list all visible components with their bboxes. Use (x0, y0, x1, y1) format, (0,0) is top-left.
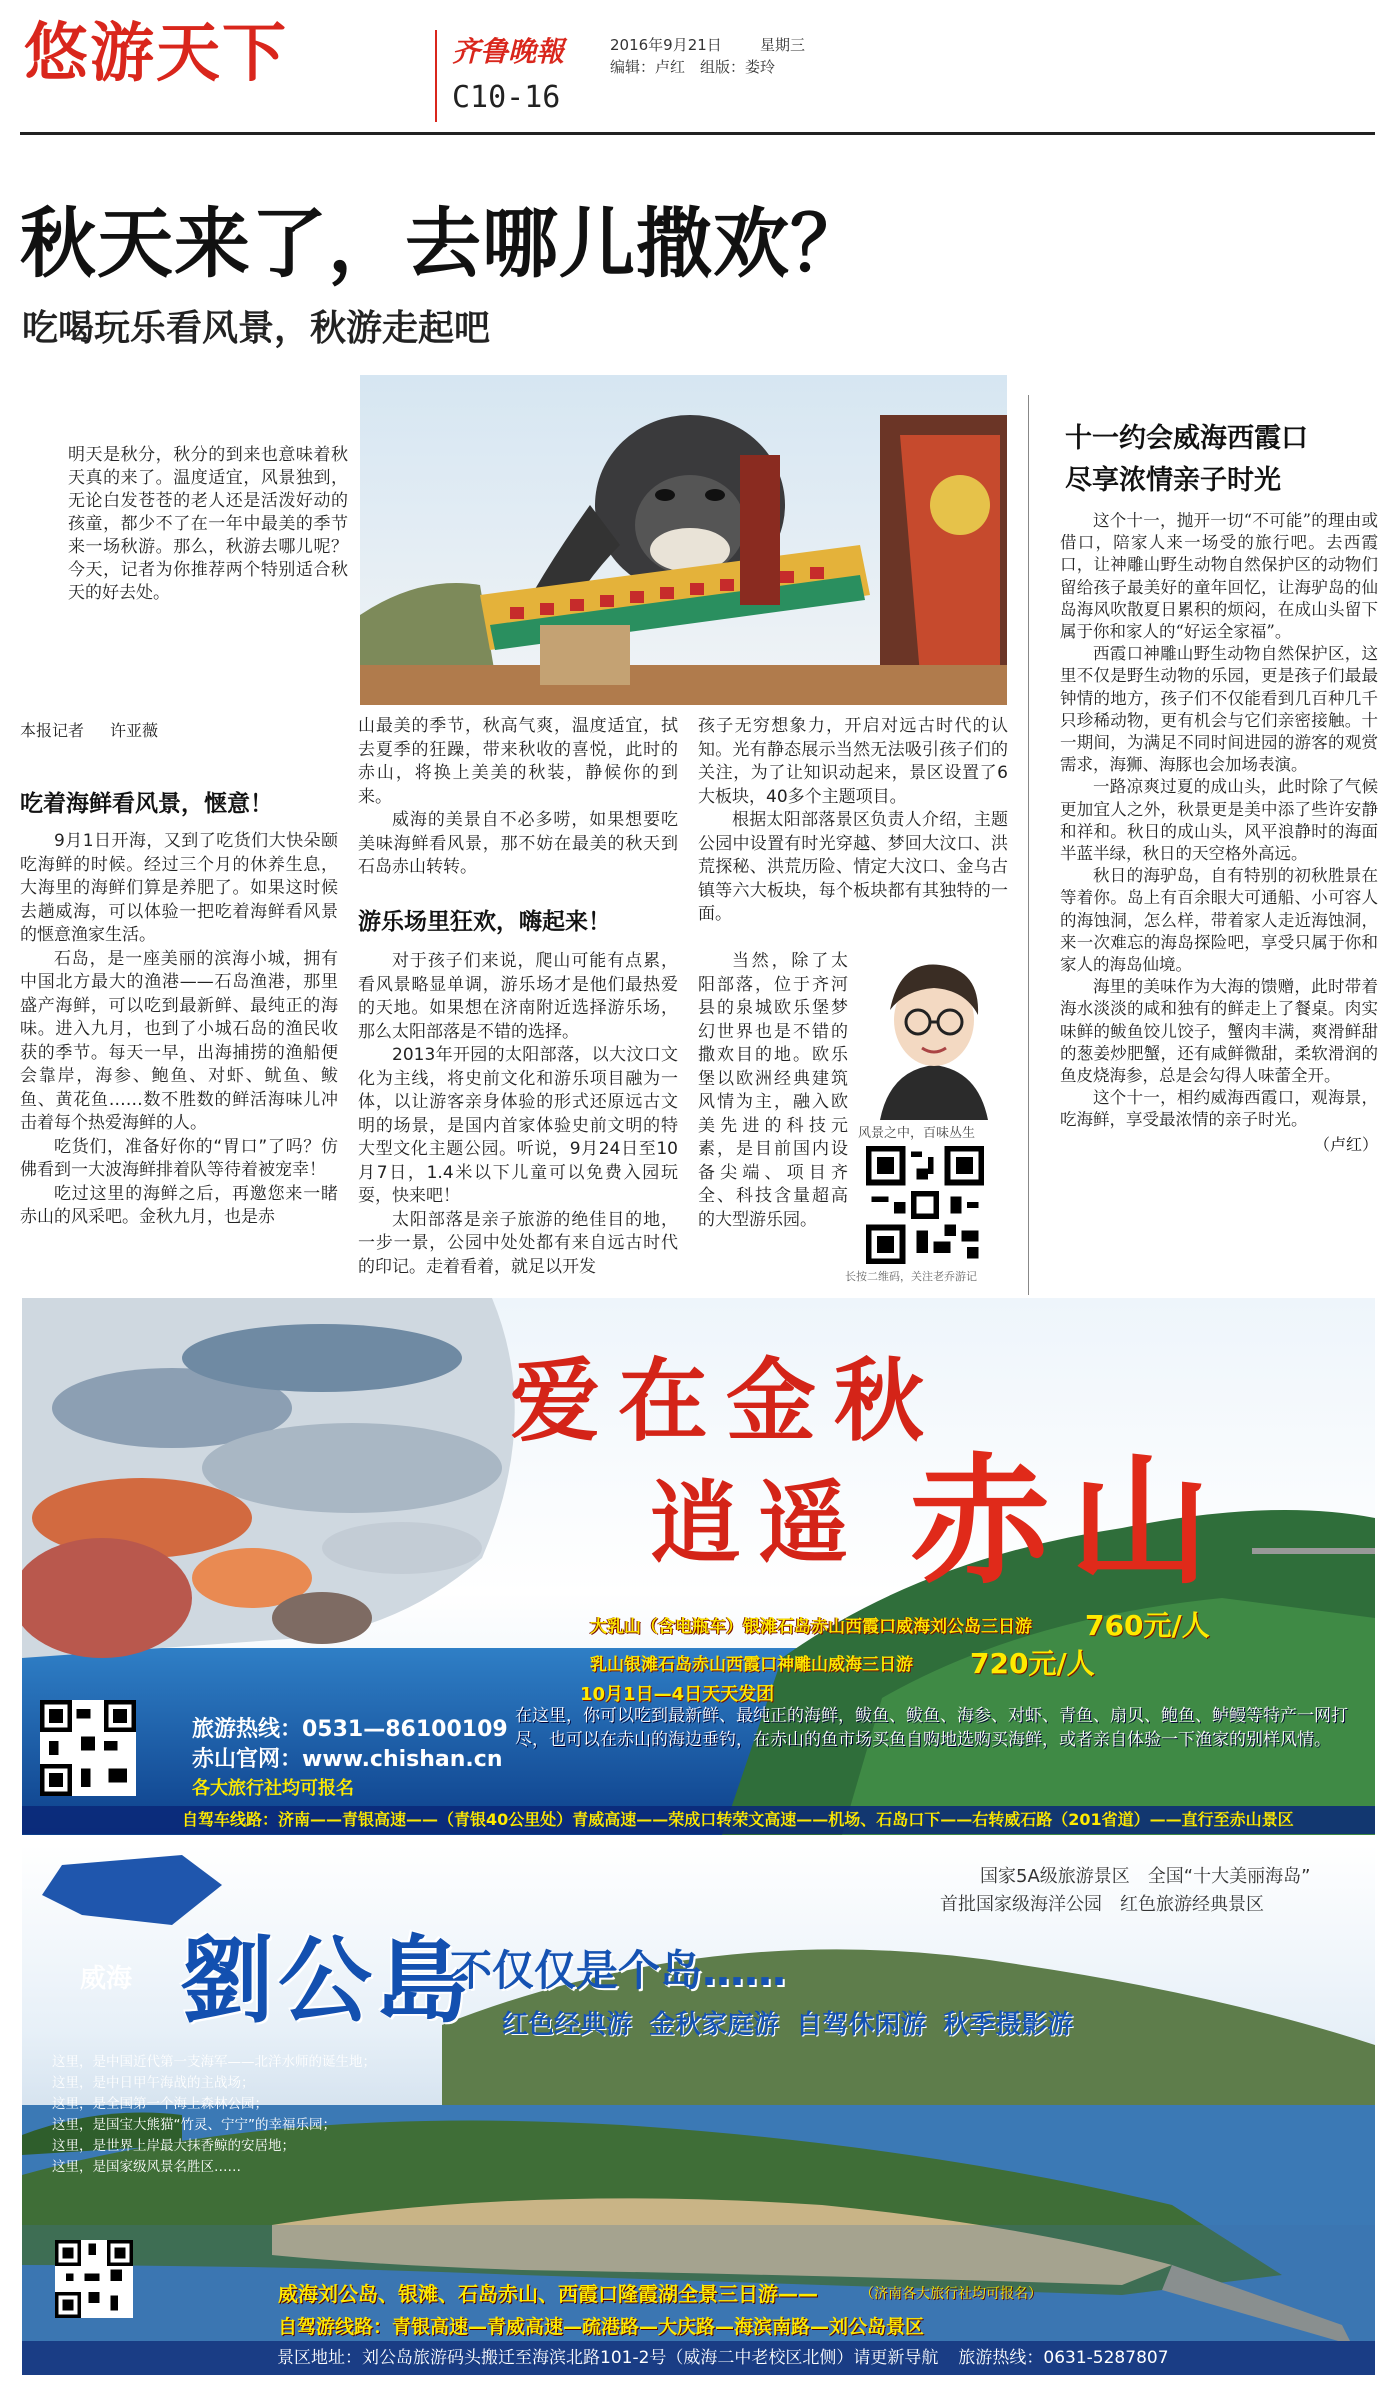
ad2-drive-route: 自驾游线路：青银高速—青威高速—疏港路—大庆路—海滨南路—刘公岛景区 (278, 2316, 925, 2338)
ad2-logo: 劉公島 (180, 1926, 475, 2036)
column-divider (1028, 395, 1029, 1295)
ad1-price1: 760元/人 (1085, 1609, 1210, 1642)
paragraph: 海里的美味作为大海的馈赠，此时带着海水淡淡的咸和独有的鲜走上了餐桌。肉实味鲜的鲅鱼饺儿饺子，蟹肉丰满，爽滑鲜甜的葱姜炒肥蟹，还有咸鲜微甜，柔软滑润的鱼皮烧海参，总是会勾得人味蕾全开。 (1060, 977, 1378, 1086)
issue-date: 2016年9月21日 (610, 36, 722, 54)
ad1-title-line2: 逍遥 (650, 1470, 866, 1576)
ad1-promo-text: 在这里，你可以吃到最新鲜、最纯正的海鲜，鲅鱼、鲅鱼、海参、对虾、青鱼、扇贝、鲍鱼、鲈鳗等特产一网打尽，也可以在赤山的海边垂钓，在赤山的鱼市场买鱼自购地选购买海鲜，或者亲自体验一下渔家的别样风情。 (515, 1706, 1348, 1750)
ad2-address: 景区地址：刘公岛旅游码头搬迁至海滨北路101-2号（威海二中老校区北侧）请更新导航 (277, 2348, 939, 2368)
paragraph: 2013年开园的太阳部落，以大汶口文化为主线，将史前文化和游乐项目融为一体，以让游客亲身体验的形式还原远古文明的场景，是国内首家体验史前文明的特大型文化主题公园。听说，9月24日至10月7日，1.4米以下儿童可以免费入园玩耍，快来吧！ (358, 1045, 678, 1206)
col3-bottom-body (698, 950, 848, 1232)
ad1-title-line1: 爱在金秋 (510, 1348, 942, 1454)
right-article-body (1060, 510, 1378, 1155)
header-rule (20, 132, 1375, 135)
list-item: 这里，是国家级风景名胜区…… (52, 2159, 241, 2175)
list-item: 这里，是全国第一个海上森林公园； (52, 2096, 268, 2112)
paragraph: 这个十一，相约威海西霞口，观海景，吃海鲜，享受最浓情的亲子时光。 (1060, 1088, 1378, 1130)
qr-code-icon[interactable] (866, 1146, 984, 1264)
paragraph: 9月1日开海，又到了吃货们大快朵颐吃海鲜的时候。经过三个月的休养生息，大海里的海鲜们算是养肥了。如果这时候去趟威海，可以体验一把吃着海鲜看风景的惬意渔家生活。 (20, 831, 338, 945)
col1-body (20, 830, 338, 1230)
ad1-drive-route: 自驾车线路：济南——青银高速——（青银40公里处）青威高速——荣成口转荣文高速——机场、石岛口下——右转威石路（201省道）——直行至赤山景区 (22, 1806, 1375, 1834)
right-article-title: 十一约会威海西霞口 (1065, 423, 1308, 454)
paragraph: 秋日的海驴岛，自有特别的初秋胜景在等着你。岛上有百余眼大可通船、小可容人的海蚀洞，怎么样，带着家人走近海蚀洞，来一次难忘的海岛探险吧，享受只属于你和家人的海岛仙境。 (1060, 866, 1378, 975)
ad1-tour1: 大乳山（含电瓶车）银滩石岛赤山西霞口威海刘公岛三日游 (590, 1617, 1032, 1637)
paragraph: 西霞口神雕山野生动物自然保护区，这里不仅是野生动物的乐园，更是孩子们最最钟情的地方，孩子们不仅能看到几百种几千只珍稀动物，更有机会与它们亲密接触。十一期间，为满足不同时间进园的游客的观赏需求，海狮、海豚也会加场表演。 (1060, 644, 1378, 775)
byline-label: 本报记者 (20, 721, 85, 740)
ad1-price2: 720元/人 (970, 1647, 1095, 1680)
intro-text: 明天是秋分，秋分的到来也意味着秋天真的来了。温度适宜，风景独到，无论白发苍苍的老人还是活泼好动的孩童，都少不了在一年中最美的季节来一场秋游。那么，秋游去哪儿呢？今天，记者为你推荐两个特别适合秋天的好去处。 (68, 445, 348, 603)
qr-caption: 长按二维码，关注老乔游记 (845, 1270, 977, 1283)
ad2-tags-line2: 首批国家级海洋公园 红色旅游经典景区 (940, 1894, 1264, 1915)
paragraph: 这个十一，抛开一切“不可能”的理由或借口，陪家人来一场受的旅行吧。去西霞口，让神雕山野生动物自然保护区的动物们留给孩子最美好的童年回忆，让海驴岛的仙岛海风吹散夏日累积的烦闷，在成山头留下属于你和家人的“好运全家福”。 (1060, 511, 1378, 642)
ad1-hotline[interactable]: 旅游热线：0531—86100109 (192, 1717, 508, 1742)
list-item: 这里，是中国近代第一支海军——北洋水师的诞生地； (52, 2054, 376, 2070)
ad2-weihai-label: 威海 (80, 1964, 133, 1994)
issue-weekday: 星期三 (760, 36, 806, 54)
col3-top-body (698, 715, 1008, 927)
ad1-website[interactable]: 赤山官网：www.chishan.cn (192, 1747, 503, 1772)
col2-top-body (358, 715, 678, 880)
ad2-feature-list (52, 2052, 376, 2178)
paragraph: 吃货们，准备好你的“胃口”了吗？仿佛看到一大波海鲜排着队等待着被宠幸！ (20, 1136, 338, 1180)
header-divider (435, 30, 437, 122)
paragraph: 一路凉爽过夏的成山头，此时除了气候更加宜人之外，秋景更是美中添了些许安静和祥和。秋日的成山头，风平浪静时的海面半蓝半绿，秋日的天空格外高远。 (1060, 777, 1378, 864)
ad1-title-line3: 赤山 (910, 1440, 1231, 1604)
ad2-tour: 威海刘公岛、银滩、石岛赤山、西霞口隆霞湖全景三日游—— (278, 2282, 818, 2306)
ad2-qr-code-icon[interactable] (55, 2240, 133, 2318)
paragraph: 根据太阳部落景区负责人介绍，主题公园中设置有时光穿越、梦回大汶口、洪荒探秘、洪荒历险、情定大汶口、金乌古镇等六大板块，每个板块都有其独特的一面。 (698, 810, 1008, 924)
portrait-illustration (860, 950, 1008, 1120)
layout-credit: 组版：娄玲 (700, 58, 776, 76)
ad2-slogan: 不仅仅是个岛…… (450, 1946, 787, 1995)
list-item: 这里，是世界上岸最大抹香鲸的安居地； (52, 2138, 295, 2154)
ad1-agency: 各大旅行社均可报名 (192, 1778, 354, 1799)
ad2-hotline[interactable]: 旅游热线：0631-5287807 (958, 2348, 1169, 2368)
right-article-subtitle: 尽享浓情亲子时光 (1065, 465, 1281, 496)
paragraph: 太阳部落是亲子旅游的绝佳目的地，一步一景，公园中处处都有来自远古时代的印记。走着看着，就足以开发 (358, 1209, 678, 1277)
paragraph: 当然，除了太阳部落，位于齐河县的泉城欧乐堡梦幻世界也是不错的撒欢目的地。欧乐堡以欧洲经典建筑风情为主，融入欧美先进的科技元素，是目前国内设备尖端、项目齐全、科技含量超高的大型游乐园。 (698, 951, 848, 1230)
ad1-qr-code-icon[interactable] (40, 1700, 136, 1796)
col2-body (358, 950, 678, 1279)
ad2-themes: 红色经典游 金秋家庭游 自驾休闲游 秋季摄影游 (502, 2010, 1074, 2040)
ad2-address-bar (22, 2341, 1375, 2375)
section-title: 悠游天下 (24, 17, 288, 91)
paragraph: 孩子无穷想象力，开启对远古时代的认知。光有静态展示当然无法吸引孩子们的关注，为了让知识动起来，景区设置了6大板块，40多个主题项目。 (698, 716, 1008, 807)
list-item: 这里，是中日甲午海战的主战场； (52, 2075, 255, 2091)
page-number: C10-16 (452, 80, 561, 115)
col2-heading: 游乐场里狂欢，嗨起来！ (358, 909, 611, 935)
list-item: 这里，是国宝大熊猫“竹灵、宁宁”的幸福乐园； (52, 2117, 336, 2133)
ad2-tags-line1: 国家5A级旅游景区 全国“十大美丽海岛” (980, 1866, 1311, 1887)
paragraph: 对于孩子们来说，爬山可能有点累，看风景略显单调，游乐场才是他们最热爱的天地。如果想在济南附近选择游乐场，那么太阳部落是不错的选择。 (358, 951, 678, 1042)
paragraph: 威海的美景自不必多唠，如果想要吃美味海鲜看风景，那不妨在最美的秋天到石岛赤山转转。 (358, 810, 678, 877)
gorilla-ride-photo (360, 375, 1007, 705)
right-article-sign: （卢红） (1313, 1134, 1378, 1154)
paragraph: 石岛，是一座美丽的滨海小城，拥有中国北方最大的渔港——石岛渔港，那里盛产海鲜，可以吃到最新鲜、最纯正的海味。进入九月，也到了小城石岛的渔民收获的季节。每天一早，出海捕捞的渔船便会靠岸，海参、鲍鱼、对虾、鱿鱼、鲅鱼、黄花鱼……数不胜数的鲜活海味儿冲击着每个热爱海鲜的人。 (20, 948, 338, 1133)
editor-credit: 编辑：卢红 (610, 58, 686, 76)
ad2-tour-note: （济南各大旅行社均可报名） (860, 2286, 1042, 2302)
subheadline: 吃喝玩乐看风景，秋游走起吧 (22, 308, 491, 349)
headline: 秋天来了，去哪儿撒欢？ (20, 199, 867, 288)
newspaper-name: 齐鲁晚報 (452, 35, 565, 68)
byline-name: 许亚薇 (110, 721, 159, 740)
paragraph: 山最美的季节，秋高气爽，温度适宜，拭去夏季的狂躁，带来秋收的喜悦，此时的赤山，将换上美美的秋装，静候你的到来。 (358, 716, 678, 807)
paragraph: 吃过这里的海鲜之后，再邀您来一睹赤山的风采吧。金秋九月，也是赤 (20, 1183, 338, 1227)
col1-heading: 吃着海鲜看风景，惬意！ (20, 791, 273, 817)
ad1-dates: 10月1日—4日天天发团 (580, 1684, 775, 1705)
ad1-tour2: 乳山银滩石岛赤山西霞口神雕山威海三日游 (590, 1655, 913, 1675)
portrait-caption: 风景之中，百味丛生 (858, 1126, 976, 1141)
